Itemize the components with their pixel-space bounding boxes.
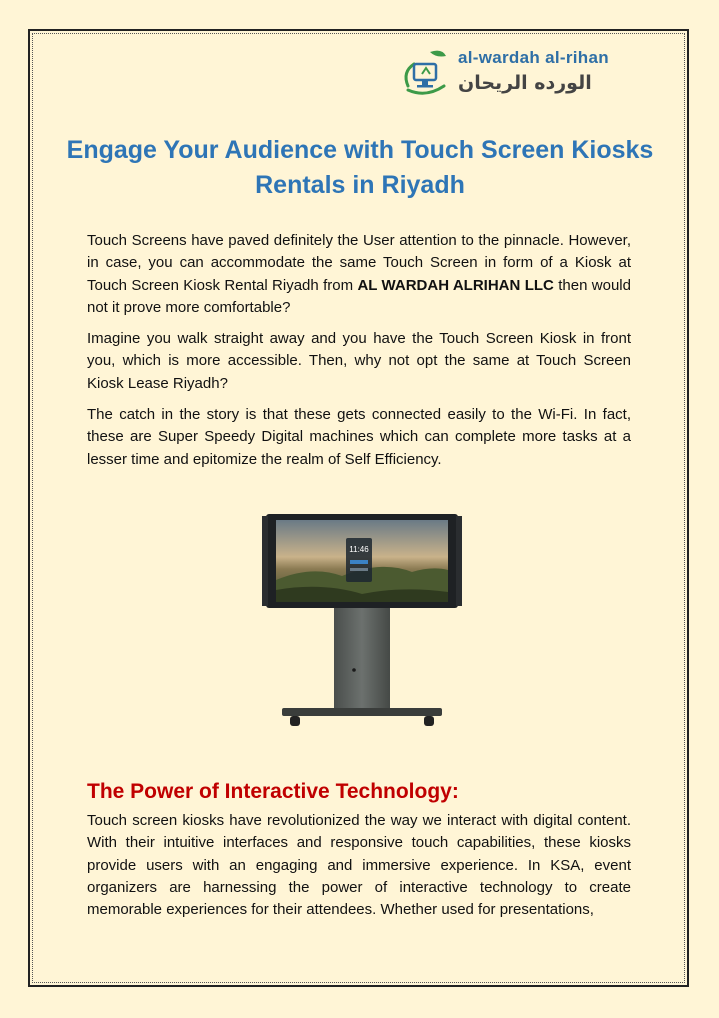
section-body: Touch screen kiosks have revolutionized the way we interact with digital content. With their intuitive interfaces and responsive touch capabilities, these kiosks provide users with an engaging and immersive experience. In KSA, event organizers are harnessing the power of interactive technology to create memorable experiences for their attendees. Whether used for presentations, (87, 812, 631, 919)
logo-text-arabic: الورده الريحان (458, 72, 592, 94)
title-line-2: Rentals in Riyadh (255, 171, 465, 199)
intro-text-after: then would not it prove more comfortable? (87, 276, 631, 316)
logo-text-english: al-wardah al-rihan (458, 48, 609, 67)
touch-screen-kiosk-image (262, 510, 462, 740)
intro-text-before: Touch Screens have paved definitely the User attention to the pinnacle. However, in case, you can accommodate the same Touch Screen in form of a Kiosk at Touch Screen Kiosk Rental Riyadh from (87, 232, 631, 294)
intro-paragraph (87, 230, 631, 319)
second-paragraph: Imagine you walk straight away and you have the Touch Screen Kiosk in front you, which is more accessible. Then, why not opt the same at Touch Screen Kiosk Lease Riyadh? (87, 330, 631, 392)
title-line-1: Engage Your Audience with Touch Screen Kiosks (66, 136, 654, 164)
company-name: AL WARDAH ALRIHAN LLC (357, 276, 554, 294)
company-logo (400, 46, 640, 102)
third-paragraph: The catch in the story is that these gets connected easily to the Wi-Fi. In fact, these are Super Speedy Digital machines which can complete more tasks at a lesser time and epitomize the realm of Self Efficiency. (87, 406, 631, 468)
logo-emblem-icon (400, 46, 454, 102)
kiosk-screen-clock: 11:46 (349, 545, 369, 554)
section-heading: The Power of Interactive Technology: (87, 780, 459, 803)
page-title (60, 133, 660, 203)
